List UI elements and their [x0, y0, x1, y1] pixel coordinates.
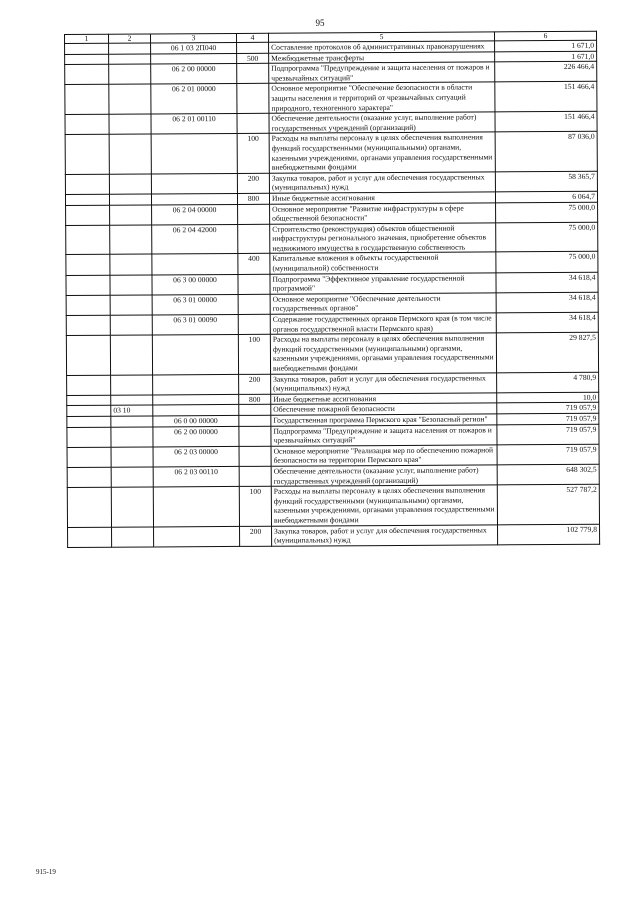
description-cell: Подпрограмма "Предупреждение и защита населения от пожаров и чрезвычайных ситуаций" — [269, 62, 495, 84]
amount-cell: 226 466,4 — [495, 61, 597, 82]
section-cell — [67, 487, 111, 527]
section-cell — [66, 255, 110, 275]
amount-cell: 34 618,4 — [496, 272, 598, 293]
subsection-cell — [109, 134, 151, 174]
description-cell: Подпрограмма "Эффективное управление государственной программой" — [270, 273, 496, 295]
target-article-cell: 06 2 03 00000 — [153, 446, 239, 467]
column-header: 3 — [151, 33, 237, 43]
amount-cell: 719 057,9 — [497, 413, 599, 424]
amount-cell: 719 057,9 — [497, 444, 599, 465]
amount-cell: 87 036,0 — [495, 132, 597, 172]
description-cell: Обеспечение деятельности (оказание услуг, выполнение работ) государственных учреждений (организаций) — [271, 465, 497, 487]
section-cell — [65, 64, 109, 84]
page-number: 95 — [315, 18, 325, 28]
section-cell — [67, 395, 111, 406]
subsection-cell — [111, 416, 153, 427]
description-cell: Межбюджетные трансферты — [269, 51, 495, 63]
target-article-cell: 06 2 01 00000 — [151, 84, 237, 114]
section-cell — [67, 467, 111, 487]
description-cell: Составление протоколов об административных правонарушениях — [269, 41, 495, 53]
expense-type-cell — [239, 405, 271, 416]
amount-cell: 75 000,0 — [496, 252, 598, 273]
target-article-cell: 06 1 03 2П040 — [151, 42, 237, 53]
section-cell — [65, 43, 109, 54]
section-cell — [65, 54, 109, 65]
section-cell — [68, 527, 112, 547]
subsection-cell — [111, 467, 153, 487]
subsection-cell — [110, 315, 152, 335]
target-article-cell — [152, 335, 238, 375]
expense-type-cell — [239, 426, 271, 446]
amount-cell: 75 000,0 — [496, 222, 598, 252]
section-cell — [65, 174, 109, 194]
subsection-cell — [110, 254, 152, 274]
description-cell: Основное мероприятие "Развитие инфраструктуры в сфере общественной безопасности" — [270, 202, 496, 224]
target-article-cell — [151, 53, 237, 64]
table-row — [65, 82, 597, 115]
section-cell — [67, 416, 111, 427]
expense-type-cell — [237, 63, 269, 83]
section-cell — [65, 114, 109, 134]
subsection-cell — [110, 335, 152, 375]
section-cell — [66, 205, 110, 225]
expense-type-cell — [239, 466, 271, 486]
description-cell: Расходы на выплаты персоналу в целях обеспечения выполнения функций государственными (муниципальными) органами, казенными учреждениями, органами управления государственными внебюджетными фондами — [270, 333, 496, 374]
column-header: 1 — [65, 34, 109, 43]
subsection-cell — [112, 526, 154, 546]
description-cell: Закупка товаров, работ и услуг для обеспечения государственных (муниципальных) нужд — [269, 172, 495, 194]
target-article-cell: 06 2 00 00000 — [151, 64, 237, 85]
amount-cell: 648 302,5 — [497, 464, 599, 485]
description-cell: Расходы на выплаты персоналу в целях обеспечения выполнения функций государственными (муниципальными) органами, казенными учреждениями, органами управления государственными внебюджетными фондами — [269, 132, 495, 173]
expense-type-cell — [237, 113, 269, 133]
expense-type-cell — [238, 294, 270, 314]
expense-type-cell — [239, 415, 271, 426]
target-article-cell — [153, 405, 239, 416]
expense-type-cell: 100 — [237, 134, 269, 174]
table-row — [67, 484, 599, 527]
subsection-cell — [109, 43, 151, 54]
table-row — [65, 132, 597, 175]
expense-type-cell: 500 — [237, 53, 269, 64]
description-cell: Обеспечение пожарной безопасности — [271, 403, 497, 415]
amount-cell: 34 618,4 — [496, 292, 598, 313]
subsection-cell — [111, 487, 153, 527]
subsection-cell — [109, 194, 151, 205]
expense-type-cell — [237, 42, 269, 53]
section-cell — [67, 447, 111, 467]
target-article-cell: 06 2 04 00000 — [152, 204, 238, 225]
budget-table — [64, 31, 600, 548]
amount-cell: 151 466,4 — [495, 82, 597, 112]
subsection-cell — [111, 375, 153, 395]
table-row — [66, 222, 598, 255]
amount-cell: 102 779,8 — [498, 524, 600, 545]
section-cell — [67, 375, 111, 395]
subsection-cell — [109, 174, 151, 194]
amount-cell: 1 671,0 — [495, 40, 597, 51]
subsection-cell — [110, 204, 152, 224]
target-article-cell: 06 2 01 00110 — [151, 114, 237, 135]
expense-type-cell — [239, 446, 271, 466]
description-cell: Закупка товаров, работ и услуг для обеспечения государственных (муниципальных) нужд — [272, 524, 498, 546]
table-row — [68, 524, 600, 547]
description-cell: Строительство (реконструкция) объектов общественной инфраструктуры регионального значения, приобретение объектов недвижимого имущества в государственную собственность — [270, 223, 496, 254]
description-cell: Основное мероприятие "Реализация мер по обеспечению пожарной безопасности на территории Пермского края" — [271, 445, 497, 467]
document-code: 915-19 — [36, 868, 56, 876]
subsection-cell — [109, 114, 151, 134]
column-header: 5 — [268, 32, 494, 42]
expense-type-cell — [238, 204, 270, 224]
amount-cell: 34 618,4 — [496, 312, 598, 333]
subsection-cell — [111, 447, 153, 467]
section-cell — [67, 406, 111, 417]
section-cell — [66, 295, 110, 315]
target-article-cell — [151, 193, 237, 204]
amount-cell: 719 057,9 — [497, 403, 599, 414]
expense-type-cell: 200 — [240, 526, 272, 546]
section-cell — [65, 194, 109, 205]
description-cell: Расходы на выплаты персоналу в целях обеспечения выполнения функций государственными (муниципальными) органами, казенными учреждениями, органами управления государственными внебюджетными фондами — [271, 485, 497, 526]
amount-cell: 6 064,7 — [495, 191, 597, 202]
expense-type-cell — [238, 274, 270, 294]
amount-cell: 10,0 — [497, 392, 599, 403]
description-cell: Основное мероприятие "Обеспечение безопасности в области защиты населения и территорий от чрезвычайных ситуаций природного, техногенного характера" — [269, 82, 495, 113]
description-cell: Подпрограмма "Предупреждение и защита населения от пожаров и чрезвычайных ситуаций" — [271, 424, 497, 446]
description-cell: Обеспечение деятельности (оказание услуг, выполнение работ) государственных учреждений (организаций) — [269, 112, 495, 134]
section-cell — [67, 427, 111, 447]
target-article-cell — [153, 374, 239, 395]
section-cell — [65, 135, 109, 175]
column-header: 4 — [236, 33, 268, 42]
expense-type-cell: 100 — [239, 486, 271, 526]
amount-cell: 75 000,0 — [496, 202, 598, 223]
amount-cell: 527 787,2 — [497, 484, 599, 524]
amount-cell: 719 057,9 — [497, 424, 599, 445]
expense-type-cell — [238, 224, 270, 254]
description-cell: Государственная программа Пермского края "Безопасный регион" — [271, 414, 497, 426]
expense-type-cell: 800 — [239, 394, 271, 405]
target-article-cell — [151, 173, 237, 194]
target-article-cell: 06 3 01 00090 — [152, 314, 238, 335]
target-article-cell: 06 3 01 00000 — [152, 294, 238, 315]
subsection-cell — [111, 427, 153, 447]
section-cell — [66, 315, 110, 335]
description-cell: Капитальные вложения в объекты государственной (муниципальной) собственности — [270, 252, 496, 274]
target-article-cell — [154, 526, 240, 547]
target-article-cell — [153, 394, 239, 405]
subsection-cell — [109, 64, 151, 84]
target-article-cell: 06 2 00 00000 — [153, 426, 239, 447]
section-cell — [66, 225, 110, 255]
amount-cell: 29 827,5 — [496, 332, 598, 372]
description-cell: Иные бюджетные ассигнования — [271, 393, 497, 405]
expense-type-cell: 100 — [238, 334, 270, 374]
subsection-cell — [110, 225, 152, 255]
column-header: 2 — [109, 34, 151, 43]
column-header: 6 — [494, 31, 596, 41]
expense-type-cell — [237, 84, 269, 114]
description-cell: Закупка товаров, работ и услуг для обеспечения государственных (муниципальных) нужд — [271, 372, 497, 394]
subsection-cell: 03 10 — [111, 405, 153, 416]
subsection-cell — [110, 295, 152, 315]
description-cell: Иные бюджетные ассигнования — [269, 192, 495, 204]
target-article-cell: 06 2 03 00110 — [153, 466, 239, 487]
expense-type-cell: 400 — [238, 254, 270, 274]
amount-cell: 1 671,0 — [495, 51, 597, 62]
target-article-cell — [151, 134, 237, 174]
section-cell — [66, 275, 110, 295]
section-cell — [65, 85, 109, 115]
target-article-cell: 06 2 04 42000 — [152, 224, 238, 254]
amount-cell: 4 780,9 — [497, 372, 599, 393]
subsection-cell — [110, 275, 152, 295]
expense-type-cell — [238, 314, 270, 334]
table-row — [66, 332, 598, 375]
subsection-cell — [109, 84, 151, 114]
target-article-cell — [153, 487, 239, 527]
target-article-cell: 06 3 00 00000 — [152, 274, 238, 295]
section-cell — [66, 335, 110, 375]
expense-type-cell: 800 — [237, 193, 269, 204]
subsection-cell — [111, 395, 153, 406]
amount-cell: 58 365,7 — [495, 171, 597, 192]
amount-cell: 151 466,4 — [495, 111, 597, 132]
description-cell: Содержание государственных органов Пермского края (в том числе органов государственной власти Пермского края) — [270, 313, 496, 335]
expense-type-cell: 200 — [239, 374, 271, 394]
expense-type-cell: 200 — [237, 173, 269, 193]
subsection-cell — [109, 54, 151, 65]
description-cell: Основное мероприятие "Обеспечение деятельности государственных органов" — [270, 293, 496, 315]
target-article-cell: 06 0 00 00000 — [153, 415, 239, 426]
target-article-cell — [152, 254, 238, 275]
